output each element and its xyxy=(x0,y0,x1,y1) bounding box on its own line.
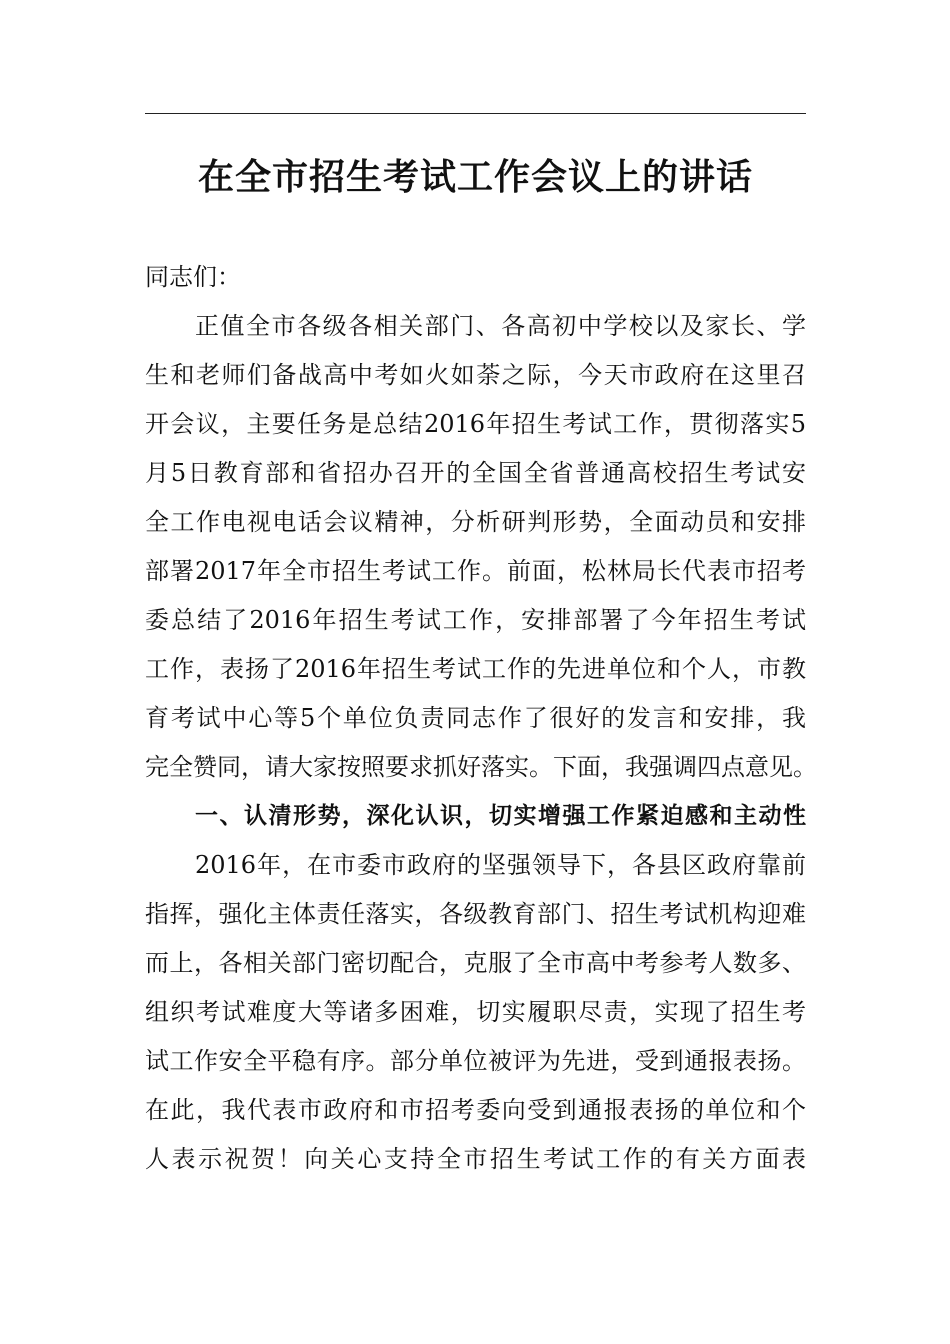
paragraph-line: 委总结了2016年招生考试工作，安排部署了今年招生考试 xyxy=(145,606,806,634)
paragraph-line: 完全赞同，请大家按照要求抓好落实。下面，我强调四点意见。 xyxy=(145,753,817,781)
paragraph-line: 生和老师们备战高中考如火如荼之际，今天市政府在这里召 xyxy=(145,361,806,389)
paragraph-line: 全工作电视电话会议精神，分析研判形势，全面动员和安排 xyxy=(145,508,806,536)
salutation-line: 同志们： xyxy=(145,263,241,291)
paragraph-line: 人表示祝贺！向关心支持全市招生考试工作的有关方面表 xyxy=(145,1145,806,1173)
paragraph-line: 部署2017年全市招生考试工作。前面，松林局长代表市招考 xyxy=(145,557,806,585)
paragraph-line: 组织考试难度大等诸多困难，切实履职尽责，实现了招生考 xyxy=(145,998,806,1026)
header-rule xyxy=(145,113,806,114)
paragraph-line: 工作，表扬了2016年招生考试工作的先进单位和个人，市教 xyxy=(145,655,806,683)
document-body xyxy=(145,253,817,1184)
paragraph-line: 育考试中心等5个单位负责同志作了很好的发言和安排，我 xyxy=(145,704,806,732)
page-title: 在全市招生考试工作会议上的讲话 xyxy=(197,157,753,198)
paragraph-line: 在此，我代表市政府和市招考委向受到通报表扬的单位和个 xyxy=(145,1096,806,1124)
paragraph-line: 指挥，强化主体责任落实，各级教育部门、招生考试机构迎难 xyxy=(145,900,806,928)
section-heading: 一、认清形势，深化认识，切实增强工作紧迫感和主动性 xyxy=(195,803,806,829)
paragraph-line: 月5日教育部和省招办召开的全国全省普通高校招生考试安 xyxy=(145,459,806,487)
paragraph-line: 试工作安全平稳有序。部分单位被评为先进，受到通报表扬。 xyxy=(145,1047,806,1075)
paragraph-line: 2016年，在市委市政府的坚强领导下，各县区政府靠前 xyxy=(195,851,806,879)
paragraph-line: 开会议，主要任务是总结2016年招生考试工作，贯彻落实5 xyxy=(145,410,806,438)
paragraph-line: 而上，各相关部门密切配合，克服了全市高中考参考人数多、 xyxy=(145,949,806,977)
paragraph-line: 正值全市各级各相关部门、各高初中学校以及家长、学 xyxy=(195,312,806,340)
